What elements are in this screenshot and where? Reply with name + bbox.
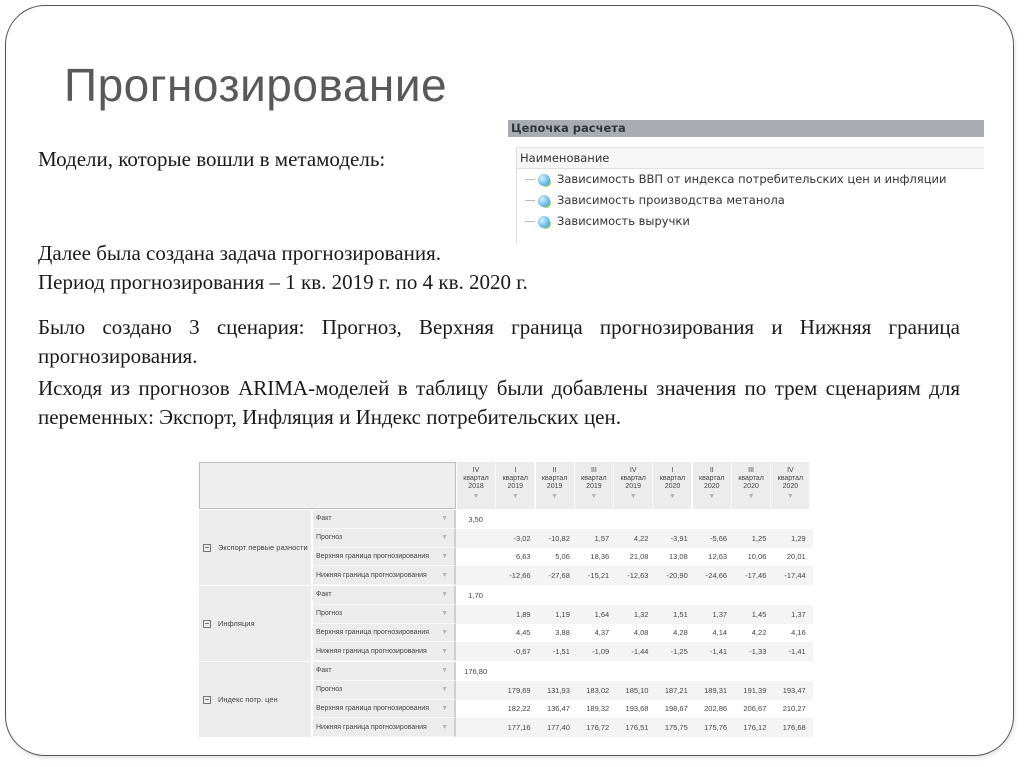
table-cell: 18,36 [590,552,610,562]
quarter-word: квартал [463,475,489,482]
filter-icon[interactable]: ▼ [441,515,448,523]
table-cell: -1,33 [749,647,767,657]
column-header-name[interactable]: Наименование [517,148,984,169]
table-cell: 1,51 [673,609,688,619]
table-cell: 1,37 [712,609,728,619]
table-row [313,548,813,567]
group-label: Инфляция [218,619,255,628]
table-cell: -1,41 [788,647,806,657]
table-row [313,566,813,585]
filter-icon[interactable]: ▼ [441,610,448,618]
quarter-word: квартал [581,475,607,482]
filter-icon[interactable]: ▼ [441,704,448,712]
table-cell: -3,02 [513,533,531,543]
calc-chain-panel [508,120,984,244]
filter-icon[interactable]: ▼ [441,686,448,694]
filter-icon[interactable]: ▼ [441,552,448,560]
table-cell: 183,02 [586,685,610,695]
table-cell: 185,10 [625,685,649,695]
table-cell: 3,88 [555,628,570,638]
table-cell: -10,82 [548,533,570,543]
table-cell: 4,45 [515,628,531,638]
calc-chain-header: Цепочка расчета [508,120,984,137]
filter-icon[interactable]: ▼ [669,493,676,500]
quarter-roman: III [748,467,754,474]
table-cell: 176,51 [625,723,649,733]
table-cell: 1,64 [594,609,610,619]
row-label: Факт [316,667,332,675]
table-cell: -17,44 [784,571,806,581]
table-cell: -20,90 [666,571,688,581]
table-row [313,681,813,700]
table-row [313,642,813,661]
filter-icon[interactable]: ▼ [441,647,448,655]
row-group [199,662,813,738]
row-header [313,662,456,681]
quarter-year: 2020 [743,483,759,490]
collapse-icon[interactable] [203,620,211,628]
table-cell: 191,39 [743,685,767,695]
table-cell: 6,63 [515,552,531,562]
table-cell: 1,45 [751,609,767,619]
group-header [199,662,312,737]
table-row [313,624,813,643]
row-label: Нижняя граница прогнозирования [316,723,427,731]
group-label: Экспорт первые разности [218,543,308,552]
quarter-word: квартал [502,475,529,482]
table-cell: 177,40 [546,723,570,733]
row-label: Прогноз [316,534,343,542]
filter-icon[interactable]: ▼ [472,493,480,500]
arima-text: Исходя из прогнозов ARIMA-моделей в таблицу были добавлены значения по трем сценариям для переменных: Экспорт, Инфляция и Индекс потребительских цен. [38,376,960,429]
table-cell: 193,68 [625,704,649,714]
column-header-quarter[interactable] [693,462,732,509]
table-cell: -12,66 [509,571,531,581]
table-cell: 4,22 [751,628,767,638]
table-row [313,605,813,624]
tree-connector [525,179,535,180]
table-cell: -5,66 [709,533,728,543]
table-cell: 10,06 [747,552,767,562]
collapse-icon[interactable] [203,696,211,704]
quarter-roman: IV [629,467,637,474]
table-cell: 175,75 [664,723,688,733]
row-label: Верхняя граница прогнозирования [316,704,430,712]
table-cell: 210,27 [782,704,806,714]
calc-chain-item-label: Зависимость выручки [557,214,690,228]
table-cell: 4,08 [633,628,649,638]
quarter-word: квартал [699,475,725,482]
model-icon [538,216,550,228]
filter-icon[interactable]: ▼ [441,723,448,731]
table-cell: -1,44 [631,647,649,657]
quarter-roman: I [514,467,517,474]
row-label: Верхняя граница прогнозирования [316,628,430,636]
table-cell: 179,69 [507,685,531,695]
table-cell: 1,19 [555,609,570,619]
table-row [313,700,813,719]
table-cell: 176,68 [782,723,806,733]
column-header-quarter[interactable] [536,462,575,509]
table-cell: -27,68 [548,571,570,581]
row-group [199,586,813,662]
table-cell: 21,08 [629,552,649,562]
calc-chain-item[interactable] [517,190,984,211]
calc-chain-item[interactable] [517,211,984,232]
table-cell: 189,31 [704,685,728,695]
row-label: Нижняя граница прогнозирования [316,647,427,655]
filter-icon[interactable]: ▼ [511,493,519,500]
table-row [313,662,813,681]
filter-icon[interactable]: ▼ [441,667,448,675]
table-cell: -12,63 [627,571,649,581]
table-cell: 176,12 [743,723,767,733]
row-header [313,566,456,585]
row-label: Прогноз [316,686,343,694]
table-cell: 1,89 [515,609,531,619]
column-header-quarter[interactable] [457,462,496,509]
row-label: Факт [316,591,332,599]
filter-icon[interactable]: ▼ [441,628,448,636]
filter-icon[interactable]: ▼ [786,493,794,500]
row-label: Нижняя граница прогнозирования [316,571,427,579]
table-cell: 12,63 [708,552,728,562]
table-cell: 1,37 [791,609,806,619]
row-header [313,624,456,643]
quarter-word: квартал [738,475,764,482]
collapse-icon[interactable] [203,544,211,552]
quarter-roman: IV [472,467,480,474]
column-header-quarter[interactable] [732,462,771,509]
quarter-year: 2018 [468,483,484,490]
quarter-roman: I [671,467,674,474]
table-cell: 202,86 [704,704,728,714]
table-cell: 5,06 [555,552,570,562]
quarter-roman: II [709,467,714,474]
calc-chain-item-label: Зависимость ВВП от индекса потребительских цен и инфляции [557,172,947,186]
column-header-quarter[interactable] [653,462,692,509]
filter-icon[interactable]: ▼ [629,493,637,500]
table-cell: -17,46 [745,571,767,581]
row-header [313,586,456,605]
table-cell: 1,57 [594,533,610,543]
tree-connector [525,200,535,201]
table-cell: 4,37 [594,628,610,638]
column-header-quarter[interactable] [614,462,653,509]
row-header [313,642,456,661]
column-header-quarter[interactable] [575,462,614,509]
quarter-year: 2020 [703,483,720,490]
table-cell: 3,50 [468,514,483,524]
table-row [313,718,813,737]
quarter-year: 2019 [586,483,602,490]
column-headers [457,462,811,509]
table-cell: -1,41 [709,647,728,657]
tree-connector [525,221,535,222]
table-cell: 1,70 [468,590,483,600]
quarter-year: 2020 [782,483,799,490]
pivot-corner-header [199,462,456,509]
model-icon [538,195,550,207]
scenarios-text: Было создано 3 сценария: Прогноз, Верхняя граница прогнозирования и Нижняя граница прогнозирования. [38,315,960,368]
table-cell: 4,16 [791,628,806,638]
filter-icon[interactable]: ▼ [747,493,755,500]
table-cell: -1,25 [670,647,688,657]
row-groups [199,510,813,738]
table-cell: 20,01 [786,552,806,562]
table-cell: 198,67 [664,704,688,714]
quarter-roman: II [552,467,557,474]
filter-icon[interactable]: ▼ [708,493,716,500]
filter-icon[interactable]: ▼ [441,571,448,579]
table-cell: 187,21 [664,685,688,695]
group-header [199,586,312,661]
row-header [313,548,456,567]
table-cell: 136,47 [546,704,570,714]
row-label: Верхняя граница прогнозирования [316,552,430,560]
quarter-word: квартал [620,475,646,482]
slide-title: Прогнозирование [64,59,448,111]
filter-icon[interactable]: ▼ [590,493,598,500]
table-row [313,529,813,548]
column-header-quarter[interactable] [496,462,535,509]
table-cell: 131,93 [546,685,570,695]
row-header [313,510,456,529]
table-cell: 4,28 [673,628,688,638]
table-cell: -0,67 [513,647,531,657]
quarter-year: 2019 [546,483,563,490]
table-cell: 4,14 [712,628,728,638]
table-cell: 182,22 [507,704,531,714]
table-cell: 175,76 [704,723,728,733]
forecast-pivot-table [199,462,813,735]
quarter-year: 2020 [664,483,681,490]
calc-chain-list [516,147,984,244]
table-cell: 13,08 [669,552,688,562]
table-cell: 1,29 [791,533,806,543]
row-header [313,700,456,719]
table-cell: -1,09 [592,647,610,657]
row-header [313,529,456,548]
quarter-year: 2019 [507,483,524,490]
calc-chain-item-label: Зависимость производства метанола [557,193,785,207]
row-header [313,718,456,737]
table-row [313,510,813,529]
filter-icon[interactable]: ▼ [441,534,448,542]
quarter-roman: III [590,467,597,474]
table-cell: 4,22 [633,533,649,543]
row-header [313,681,456,700]
column-header-quarter[interactable] [771,462,810,509]
quarter-roman: IV [787,467,794,474]
row-label: Факт [316,515,332,523]
table-row [313,586,813,605]
task-created-text: Далее была создана задача прогнозирования. [38,241,441,265]
row-header [313,605,456,624]
table-cell: -3,91 [670,533,688,543]
row-label: Прогноз [316,610,343,618]
quarter-year: 2019 [625,483,641,490]
table-cell: 206,67 [743,704,767,714]
table-cell: 177,16 [507,723,531,733]
models-intro-text: Модели, которые вошли в метамодель: [38,147,386,171]
table-cell: 176,80 [464,666,488,676]
filter-icon[interactable]: ▼ [441,591,448,599]
group-header [199,510,312,585]
row-group [199,510,813,586]
table-cell: 193,47 [782,685,806,695]
forecast-period-text: Период прогнозирования – 1 кв. 2019 г. по 4 кв. 2020 г. [38,270,528,294]
quarter-word: квартал [659,475,686,482]
table-cell: 189,32 [586,704,610,714]
table-cell: -15,21 [587,571,610,581]
group-label: Индекс потр. цен [218,695,278,704]
quarter-word: квартал [541,475,568,482]
quarter-word: квартал [777,475,804,482]
table-cell: -1,51 [552,647,570,657]
table-cell: 176,72 [586,723,610,733]
table-cell: -24,66 [705,571,728,581]
calc-chain-item[interactable] [517,169,984,190]
filter-icon[interactable]: ▼ [551,493,559,500]
table-cell: 1,32 [633,609,649,619]
model-icon [538,174,550,186]
table-cell: 1,25 [751,533,767,543]
